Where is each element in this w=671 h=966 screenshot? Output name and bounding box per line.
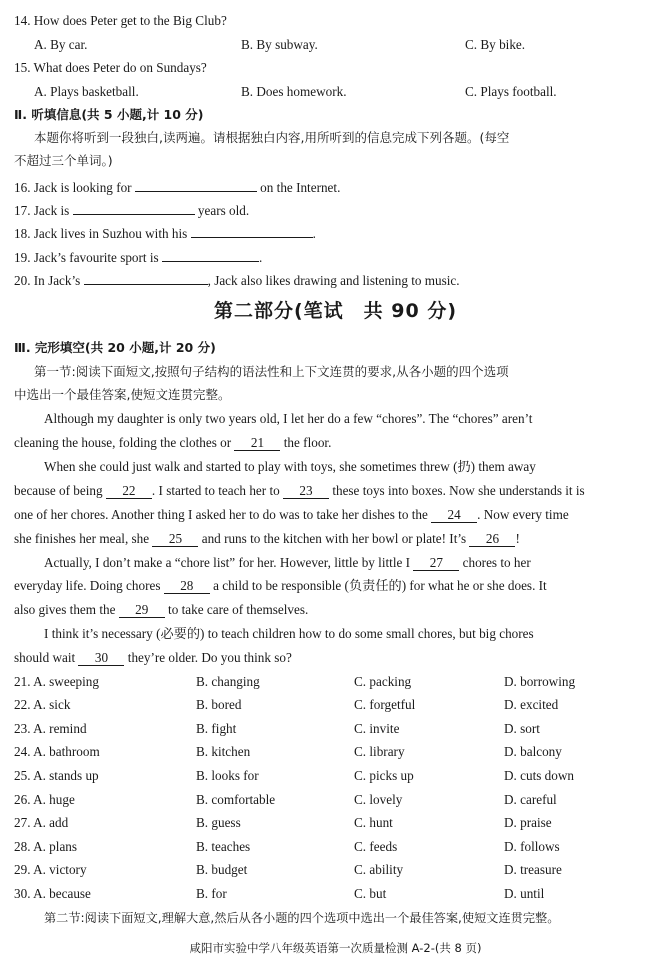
passage-line: everyday life. Doing chores 28 a child to be responsible (负责任的) for what he or she does. It bbox=[14, 578, 547, 593]
option-b: B. fight bbox=[196, 721, 237, 736]
page-footer: 咸阳市实验中学八年级英语第一次质量检测 A-2-(共 8 页) bbox=[189, 941, 482, 955]
option-c: C. packing bbox=[354, 674, 412, 689]
option-row-29: 29. A. victory bbox=[14, 862, 87, 877]
option-b: B. guess bbox=[196, 815, 241, 830]
section-3-instruction: 第一节:阅读下面短文,按照句子结构的语法性和上下文连贯的要求,从各小题的四个选项 bbox=[34, 364, 509, 379]
option-c: C. but bbox=[354, 886, 387, 901]
option-d: D. treasure bbox=[504, 862, 562, 877]
question-text: What does Peter do on Sundays? bbox=[33, 60, 207, 75]
option-c: C. hunt bbox=[354, 815, 393, 830]
question-text: How does Peter get to the Big Club? bbox=[33, 13, 227, 28]
blank-22[interactable]: 22 bbox=[106, 484, 152, 499]
passage-line: she finishes her meal, she 25 and runs to the kitchen with her bowl or plate! It’s 26 ! bbox=[14, 531, 520, 546]
option-c: C. lovely bbox=[354, 792, 403, 807]
option-row-21: 21. A. sweeping bbox=[14, 674, 99, 689]
option-d: D. careful bbox=[504, 792, 557, 807]
part-2-title: 第二部分(笔试 共 90 分) bbox=[213, 300, 458, 322]
option-c: C. By bike. bbox=[465, 37, 526, 52]
answer-blank[interactable] bbox=[73, 201, 195, 215]
option-b: B. bored bbox=[196, 697, 242, 712]
option-a: A. By car. bbox=[34, 37, 88, 52]
section-2-instruction-cont: 不超过三个单词。) bbox=[14, 153, 113, 168]
option-b: B. Does homework. bbox=[241, 84, 347, 99]
option-c: C. library bbox=[354, 744, 405, 759]
blank-28[interactable]: 28 bbox=[164, 579, 210, 594]
option-c: C. forgetful bbox=[354, 697, 416, 712]
passage-line: one of her chores. Another thing I asked her to do was to take her dishes to the 24 . Now every time bbox=[14, 507, 569, 522]
answer-blank[interactable] bbox=[191, 224, 313, 238]
option-row-22: 22. A. sick bbox=[14, 697, 71, 712]
blank-27[interactable]: 27 bbox=[413, 556, 459, 571]
fill-item-19: 19. Jack’s favourite sport is . bbox=[14, 250, 263, 265]
option-b: B. budget bbox=[196, 862, 248, 877]
fill-item-16: 16. Jack is looking for on the Internet. bbox=[14, 180, 341, 195]
answer-blank[interactable] bbox=[84, 271, 208, 285]
passage-line: because of being 22 . I started to teach her to 23 these toys into boxes. Now she understands it is bbox=[14, 483, 585, 498]
option-c: C. Plays football. bbox=[465, 84, 557, 99]
option-b: B. comfortable bbox=[196, 792, 276, 807]
question-15 bbox=[14, 60, 207, 76]
blank-25[interactable]: 25 bbox=[152, 532, 198, 547]
blank-30[interactable]: 30 bbox=[78, 651, 124, 666]
section-3b-instruction: 第二节:阅读下面短文,理解大意,然后从各小题的四个选项中选出一个最佳答案,使短文连贯完整。 bbox=[44, 911, 560, 925]
option-row-27: 27. A. add bbox=[14, 815, 69, 830]
answer-blank[interactable] bbox=[135, 178, 257, 192]
fill-item-18: 18. Jack lives in Suzhou with his . bbox=[14, 226, 316, 241]
section-3-instruction-cont: 中选出一个最佳答案,使短文连贯完整。 bbox=[14, 387, 231, 402]
option-d: D. praise bbox=[504, 815, 552, 830]
fill-item-20: 20. In Jack’s , Jack also likes drawing and listening to music. bbox=[14, 273, 460, 288]
option-d: D. sort bbox=[504, 721, 540, 736]
option-b: B. kitchen bbox=[196, 744, 251, 759]
passage-line: Actually, I don’t make a “chore list” for her. However, little by little I 27 chores to her bbox=[44, 555, 531, 570]
option-d: D. until bbox=[504, 886, 545, 901]
question-number: 14. bbox=[14, 13, 31, 28]
option-c: C. ability bbox=[354, 862, 404, 877]
passage-line: When she could just walk and started to play with toys, she sometimes threw (扔) them away bbox=[44, 459, 536, 474]
option-b: B. looks for bbox=[196, 768, 259, 783]
blank-29[interactable]: 29 bbox=[119, 603, 165, 618]
option-d: D. excited bbox=[504, 697, 559, 712]
option-row-28: 28. A. plans bbox=[14, 839, 78, 854]
passage-line: I think it’s necessary (必要的) to teach children how to do some small chores, but big chores bbox=[44, 626, 534, 641]
blank-23[interactable]: 23 bbox=[283, 484, 329, 499]
option-b: B. changing bbox=[196, 674, 260, 689]
passage-line: Although my daughter is only two years old, I let her do a few “chores”. The “chores” aren’t bbox=[44, 411, 533, 426]
option-b: B. By subway. bbox=[241, 37, 318, 52]
option-row-30: 30. A. because bbox=[14, 886, 91, 901]
option-row-26: 26. A. huge bbox=[14, 792, 75, 807]
option-d: D. borrowing bbox=[504, 674, 576, 689]
option-c: C. feeds bbox=[354, 839, 398, 854]
passage-line: cleaning the house, folding the clothes or 21 the floor. bbox=[14, 435, 332, 450]
option-a: A. Plays basketball. bbox=[34, 84, 139, 99]
option-row-23: 23. A. remind bbox=[14, 721, 87, 736]
fill-item-17: 17. Jack is years old. bbox=[14, 203, 250, 218]
option-b: B. for bbox=[196, 886, 227, 901]
section-3-title: Ⅲ. 完形填空(共 20 小题,计 20 分) bbox=[14, 340, 216, 355]
blank-24[interactable]: 24 bbox=[431, 508, 477, 523]
option-d: D. balcony bbox=[504, 744, 562, 759]
question-number: 15. bbox=[14, 60, 31, 75]
option-c: C. invite bbox=[354, 721, 400, 736]
section-2-title: Ⅱ. 听填信息(共 5 小题,计 10 分) bbox=[14, 107, 204, 122]
option-row-25: 25. A. stands up bbox=[14, 768, 99, 783]
section-2-instruction: 本题你将听到一段独白,读两遍。请根据独白内容,用所听到的信息完成下列各题。(每空 bbox=[34, 130, 510, 145]
passage-line: also gives them the 29 to take care of themselves. bbox=[14, 602, 309, 617]
passage-line: should wait 30 they’re older. Do you think so? bbox=[14, 650, 292, 665]
option-b: B. teaches bbox=[196, 839, 251, 854]
blank-26[interactable]: 26 bbox=[469, 532, 515, 547]
answer-blank[interactable] bbox=[162, 248, 259, 262]
option-row-24: 24. A. bathroom bbox=[14, 744, 100, 759]
option-d: D. cuts down bbox=[504, 768, 574, 783]
option-d: D. follows bbox=[504, 839, 560, 854]
blank-21[interactable]: 21 bbox=[234, 436, 280, 451]
question-14 bbox=[14, 13, 227, 29]
option-c: C. picks up bbox=[354, 768, 414, 783]
